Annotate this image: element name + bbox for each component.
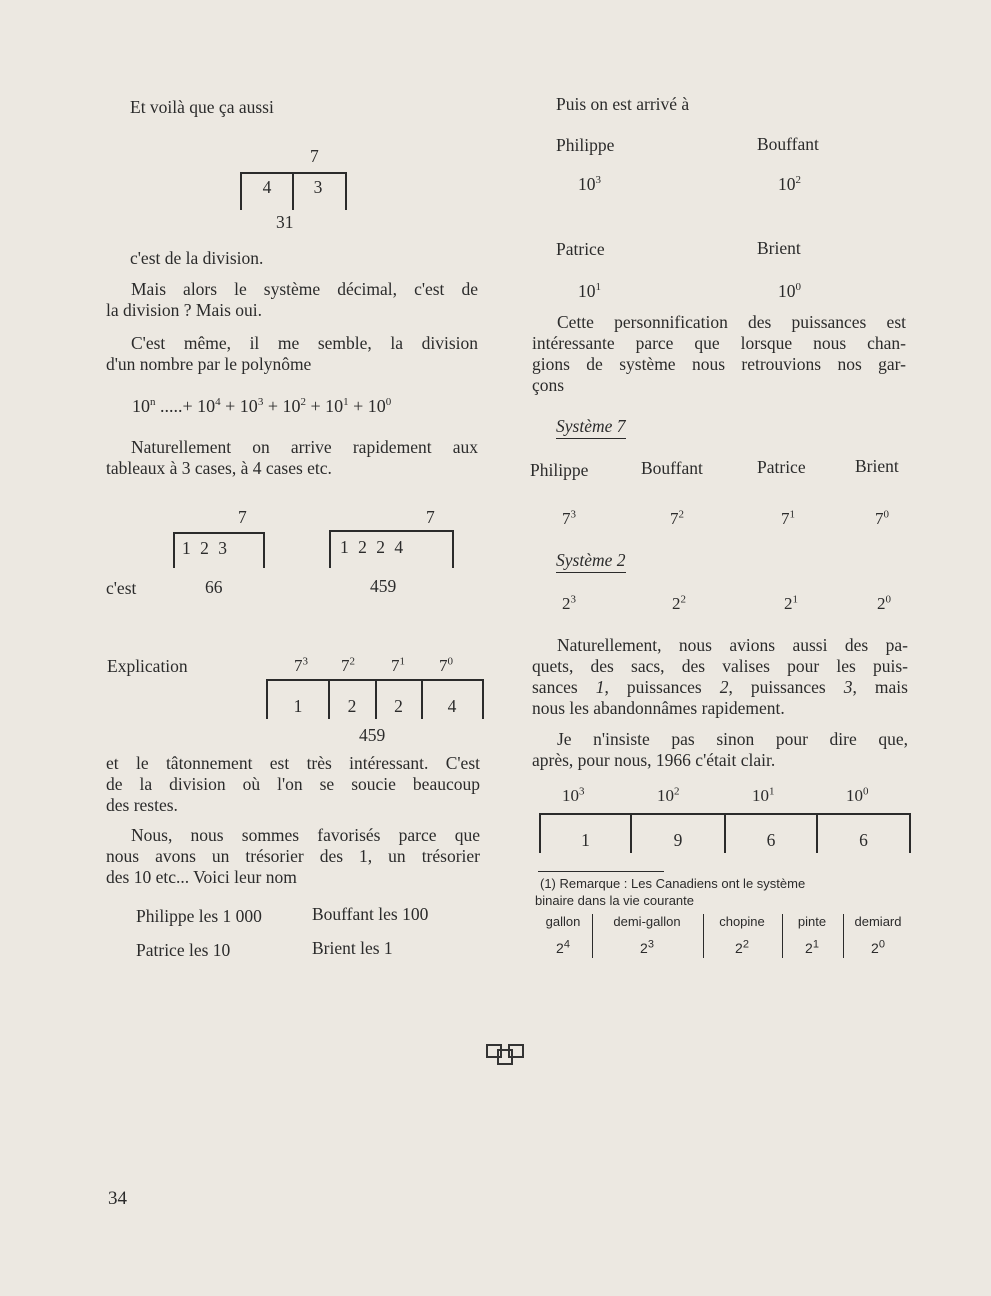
table-cell: 6 xyxy=(766,830,776,850)
sys7-power: $7^1$ xyxy=(781,508,795,528)
unit-name: pinte xyxy=(797,914,827,929)
left-para-3: Naturellement on arrive rapidement aux tableaux à 3 cases, à 4 cases etc. xyxy=(106,437,478,478)
expl-cell: 2 xyxy=(347,696,357,716)
unit-name: gallon xyxy=(545,914,581,929)
left-para-1: Mais alors le système décimal, c'est de la division ? Mais oui. xyxy=(106,279,478,320)
page-number: 34 xyxy=(108,1188,127,1209)
unit-divider xyxy=(703,914,704,958)
unit-name: demi-gallon xyxy=(613,914,681,929)
grid-name-patrice: Patrice xyxy=(556,239,605,259)
expl-cell: 4 xyxy=(447,696,457,716)
unit-name: demiard xyxy=(854,914,902,929)
expl-power: $7^2$ xyxy=(341,655,355,675)
footnote-line-1: (1) Remarque : Les Canadiens ont le système xyxy=(540,876,806,891)
sys7-power: $7^2$ xyxy=(670,508,684,528)
polynomial: 10$^n$ .....+ $10^4 + 10^3 + 10^2 + 10^1 + 10^0$ xyxy=(132,396,392,416)
grid-power-brient: $10^0$ xyxy=(778,281,801,301)
explication-label: Explication xyxy=(107,656,188,676)
left-intro: Et voilà que ça aussi xyxy=(130,97,274,117)
name-patrice: Patrice les 10 xyxy=(136,940,231,960)
grid-name-bouffant: Bouffant xyxy=(757,134,819,154)
box1-bottom: 31 xyxy=(276,212,294,232)
box1-cell: 3 xyxy=(313,177,323,197)
expl-power: $7^3$ xyxy=(294,655,308,675)
table-cell: 9 xyxy=(673,830,683,850)
box1-cell: 4 xyxy=(262,177,272,197)
expl-cell: 2 xyxy=(394,696,403,716)
expl-power: $7^0$ xyxy=(439,655,453,675)
sys7-name-bouffant: Bouffant xyxy=(641,458,703,478)
left-para-4: et le tâtonnement est très intéressant. C'est de la division où l'on se soucie beaucoup des restes. xyxy=(106,753,480,815)
box2-bottom: 66 xyxy=(205,577,223,597)
unit-name: chopine xyxy=(719,914,765,929)
right-para-2: Naturellement, nous avions aussi des pa- quets, des sacs, des valises pour les puis- sances 1, puissances 2, puissances 3, mais nous les abandonnâmes rapidement. xyxy=(532,635,908,718)
unit-power: $2^3$ xyxy=(640,938,654,956)
expl-cell: 1 xyxy=(293,696,303,716)
footnote-rule xyxy=(538,871,664,872)
grid-power-bouffant: $10^2$ xyxy=(778,174,801,194)
box3-top: 7 xyxy=(426,507,435,527)
right-para-3: Je n'insiste pas sinon pour dire que, après, pour nous, 1966 c'était clair. xyxy=(532,729,908,770)
sys7-name-patrice: Patrice xyxy=(757,457,806,477)
grid-power-patrice: $10^1$ xyxy=(578,281,601,301)
grid-name-brient: Brient xyxy=(757,238,801,258)
unit-divider xyxy=(843,914,844,958)
sys7-name-philippe: Philippe xyxy=(530,460,589,480)
ornament-icon xyxy=(486,1042,526,1068)
expl-power: $7^1$ xyxy=(391,655,405,675)
unit-power: $2^2$ xyxy=(735,938,749,956)
sys7-power: $7^0$ xyxy=(875,508,889,528)
box3-bottom: 459 xyxy=(370,576,397,596)
sys2-power: $2^0$ xyxy=(877,593,891,613)
table-power: $10^3$ xyxy=(562,785,585,805)
unit-power: $2^4$ xyxy=(556,938,570,956)
unit-power: $2^1$ xyxy=(805,938,819,956)
sys7-name-brient: Brient xyxy=(855,456,899,476)
sys2-power: $2^3$ xyxy=(562,593,576,613)
box2-digits: 1 2 3 xyxy=(182,538,227,558)
box3-digits: 1 2 2 4 xyxy=(340,537,404,557)
unit-divider xyxy=(782,914,783,958)
division-line: c'est de la division. xyxy=(130,248,264,268)
table-power: $10^0$ xyxy=(846,785,869,805)
table-power: $10^1$ xyxy=(752,785,775,805)
cest-label: c'est xyxy=(106,578,137,598)
systeme-2-title: Système 2 xyxy=(556,550,626,571)
unit-divider xyxy=(592,914,593,958)
table-cell: 6 xyxy=(859,830,868,850)
footnote-line-2: binaire dans la vie courante xyxy=(535,893,694,908)
right-intro: Puis on est arrivé à xyxy=(556,94,690,114)
name-bouffant: Bouffant les 100 xyxy=(312,904,429,924)
sys2-power: $2^1$ xyxy=(784,593,798,613)
box2-top: 7 xyxy=(238,507,247,527)
right-para-1: Cette personnification des puissances est intéressante parce que lorsque nous chan- gions de système nous retrouvions nos gar- çons xyxy=(532,312,906,395)
left-para-5: Nous, nous sommes favorisés parce que nous avons un trésorier des 1, un trésorier des 10 etc... Voici leur nom xyxy=(106,825,480,887)
unit-power: $2^0$ xyxy=(871,938,885,956)
name-philippe: Philippe les 1 000 xyxy=(136,906,262,926)
expl-bottom: 459 xyxy=(359,725,386,745)
grid-name-philippe: Philippe xyxy=(556,135,615,155)
box1-top: 7 xyxy=(310,146,319,166)
table-power: $10^2$ xyxy=(657,785,680,805)
grid-power-philippe: $10^3$ xyxy=(578,174,601,194)
table-cell: 1 xyxy=(581,830,590,850)
sys7-power: $7^3$ xyxy=(562,508,576,528)
name-brient: Brient les 1 xyxy=(312,938,393,958)
sys2-power: $2^2$ xyxy=(672,593,686,613)
systeme-7-title: Système 7 xyxy=(556,416,626,437)
left-para-2: C'est même, il me semble, la division d'un nombre par le polynôme xyxy=(106,333,478,374)
